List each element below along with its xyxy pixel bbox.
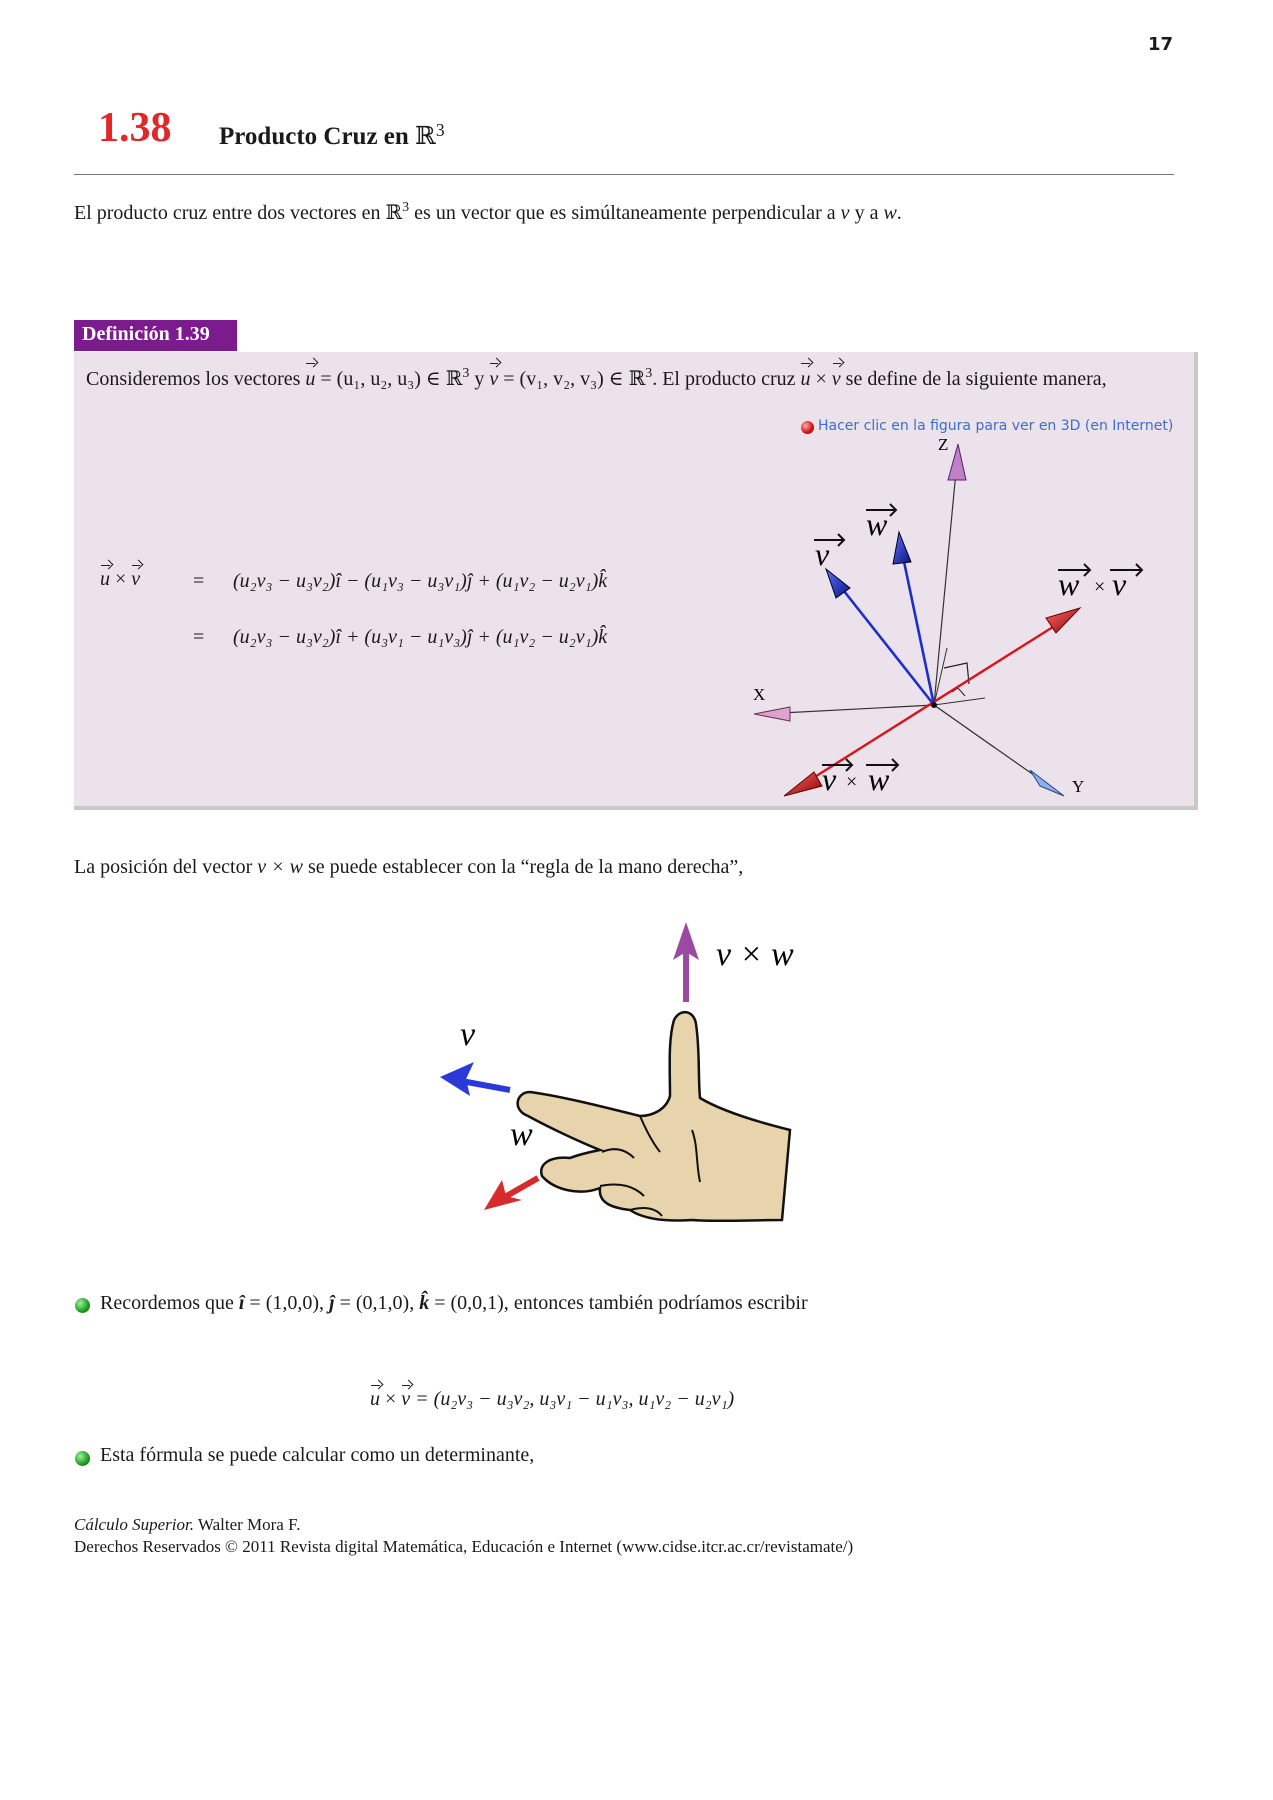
hand-label-w: w: [510, 1116, 533, 1153]
def-vector-u: u: [305, 366, 315, 393]
axis-label-x: X: [753, 685, 766, 704]
formula-times: ×: [380, 1388, 402, 1410]
equation-eq-2: =: [193, 626, 205, 648]
b1-i-val: = (1,0,0),: [244, 1292, 330, 1314]
fig-label-wxv-w: w: [1058, 566, 1080, 602]
rh-text-1: La posición del vector: [74, 856, 258, 878]
b1-text-2: entonces también podríamos escribir: [513, 1292, 808, 1314]
cross-product-formula: [370, 1388, 734, 1411]
def-text-y: y: [469, 368, 490, 390]
bullet-icon-1: [75, 1298, 90, 1313]
def-times: ×: [810, 368, 832, 390]
hand-label-v: v: [460, 1016, 476, 1053]
formula-v: v: [401, 1388, 411, 1410]
z-axis: [934, 450, 958, 705]
def-sup-1: 3: [462, 366, 470, 381]
def-vector-u-2: u: [800, 366, 810, 393]
section-title-text: Producto Cruz en: [219, 123, 409, 150]
intro-set: ℝ: [385, 202, 403, 224]
rh-expr: v × w: [257, 856, 303, 878]
equation-line-1: (u₂v₃ − u₃v₂)î − (u₁v₃ − u₃v₁)ĵ + (u₁v₂ − u₂v₁)k̂: [233, 570, 608, 592]
equation-line-2: (u₂v₃ − u₃v₂)î + (u₃v₁ − u₁v₃)ĵ + (u₁v₂ − u₂v₁)k̂: [233, 626, 608, 648]
axis-tick-3: [934, 705, 995, 748]
title-rule: [74, 174, 1174, 175]
b1-k-hat: k̂: [419, 1292, 430, 1314]
cross-product-3d-figure[interactable]: [740, 430, 1200, 805]
formula-rhs: = (u₂v₃ − u₃v₂, u₃v₁ − u₁v₃, u₁v₂ − u₂v₁): [410, 1388, 735, 1410]
intro-text-1: El producto cruz entre dos vectores en: [74, 202, 386, 224]
v-cross-w-cone-icon: [784, 772, 822, 796]
intro-v: v: [840, 202, 850, 224]
section-title-sup: 3: [435, 120, 445, 140]
equation-lhs: [100, 568, 140, 591]
definition-badge: Definición 1.39: [74, 320, 237, 351]
bullet-icon-2: [75, 1451, 90, 1466]
vector-w-line: [902, 552, 934, 705]
fig-label-wxv-v: v: [1112, 566, 1127, 602]
def-vector-v: v: [489, 366, 498, 393]
bullet-2-text: Esta fórmula se puede calcular como un determinante,: [100, 1444, 535, 1466]
rh-text-2: se puede establecer con la “regla de la mano derecha”,: [303, 856, 744, 878]
intro-text-4: .: [896, 202, 902, 224]
righthand-paragraph: [74, 856, 743, 879]
y-axis-cone-icon: [1030, 770, 1064, 796]
label-overarrows: [814, 504, 1142, 771]
footer-author: Walter Mora F.: [193, 1515, 301, 1534]
fig-label-vxw-v: v: [822, 761, 837, 797]
axis-label-y: Y: [1072, 777, 1085, 796]
footer-book-line: [74, 1515, 300, 1535]
w-arrow-icon: [484, 1180, 522, 1210]
intro-text-3: y a: [849, 202, 884, 224]
b1-k-val: = (0,0,1),: [429, 1292, 514, 1314]
formula-u: u: [370, 1388, 380, 1410]
def-text-1: Consideremos los vectores: [86, 368, 306, 390]
def-text-2: . El producto cruz: [652, 368, 801, 390]
def-vector-v-2: v: [832, 366, 841, 393]
hand-label-vxw: v × w: [716, 936, 794, 973]
intro-text-2: es un vector que es simúltaneamente perpendicular a: [409, 202, 841, 224]
section-title: [219, 120, 445, 151]
fig-label-w: w: [866, 506, 888, 542]
definition-text: [86, 360, 1186, 393]
origin-point: [931, 702, 937, 708]
fig-label-v: v: [815, 536, 830, 572]
z-axis-cone-icon: [948, 444, 966, 480]
page-number: 17: [1147, 34, 1173, 55]
b1-text-1: Recordemos que: [100, 1292, 239, 1314]
eq-lhs-u: u: [100, 568, 110, 590]
x-axis-cone-icon: [754, 707, 790, 721]
eq-lhs-v: v: [131, 568, 141, 590]
b1-i-hat: î: [238, 1292, 245, 1314]
section-number: 1.38: [98, 105, 172, 151]
def-set-2: ℝ: [628, 368, 646, 390]
def-text-3: se define de la siguiente manera,: [840, 368, 1107, 390]
footer-rights: Derechos Reservados © 2011 Revista digital Matemática, Educación e Internet (www.cidse.itcr.ac.cr/revistamate/): [74, 1537, 854, 1556]
fig-label-vxw-w: w: [868, 761, 890, 797]
v-arrow-icon: [440, 1062, 474, 1096]
vector-v-line: [840, 586, 934, 705]
intro-paragraph: [74, 200, 902, 225]
def-v-components: = (v₁, v₂, v₃) ∈: [498, 368, 629, 390]
3d-figure-link[interactable]: Hacer clic en la figura para ver en 3D (en Internet): [818, 418, 1174, 434]
hand-shape: [518, 1012, 790, 1221]
section-title-set: ℝ: [415, 123, 436, 150]
fig-label-wxv-times: ×: [1094, 576, 1106, 598]
equation-eq-1: =: [193, 570, 205, 592]
def-set-1: ℝ: [445, 368, 463, 390]
right-hand-rule-figure: [430, 920, 820, 1250]
axis-label-z: Z: [938, 435, 949, 454]
vector-w-cone-icon: [893, 532, 911, 564]
eq-lhs-times: ×: [115, 568, 127, 590]
def-sup-2: 3: [645, 366, 653, 381]
b1-j-val: = (0,1,0),: [334, 1292, 420, 1314]
intro-w: w: [883, 202, 897, 224]
fig-label-vxw-times: ×: [846, 771, 858, 793]
intro-sup: 3: [402, 200, 410, 215]
footer-book: Cálculo Superior.: [74, 1515, 194, 1534]
axis-tick: [934, 698, 985, 705]
bullet-1-text: [100, 1292, 808, 1315]
def-u-components: = (u₁, u₂, u₃) ∈: [315, 368, 446, 390]
b1-j-hat: ĵ: [329, 1292, 335, 1314]
